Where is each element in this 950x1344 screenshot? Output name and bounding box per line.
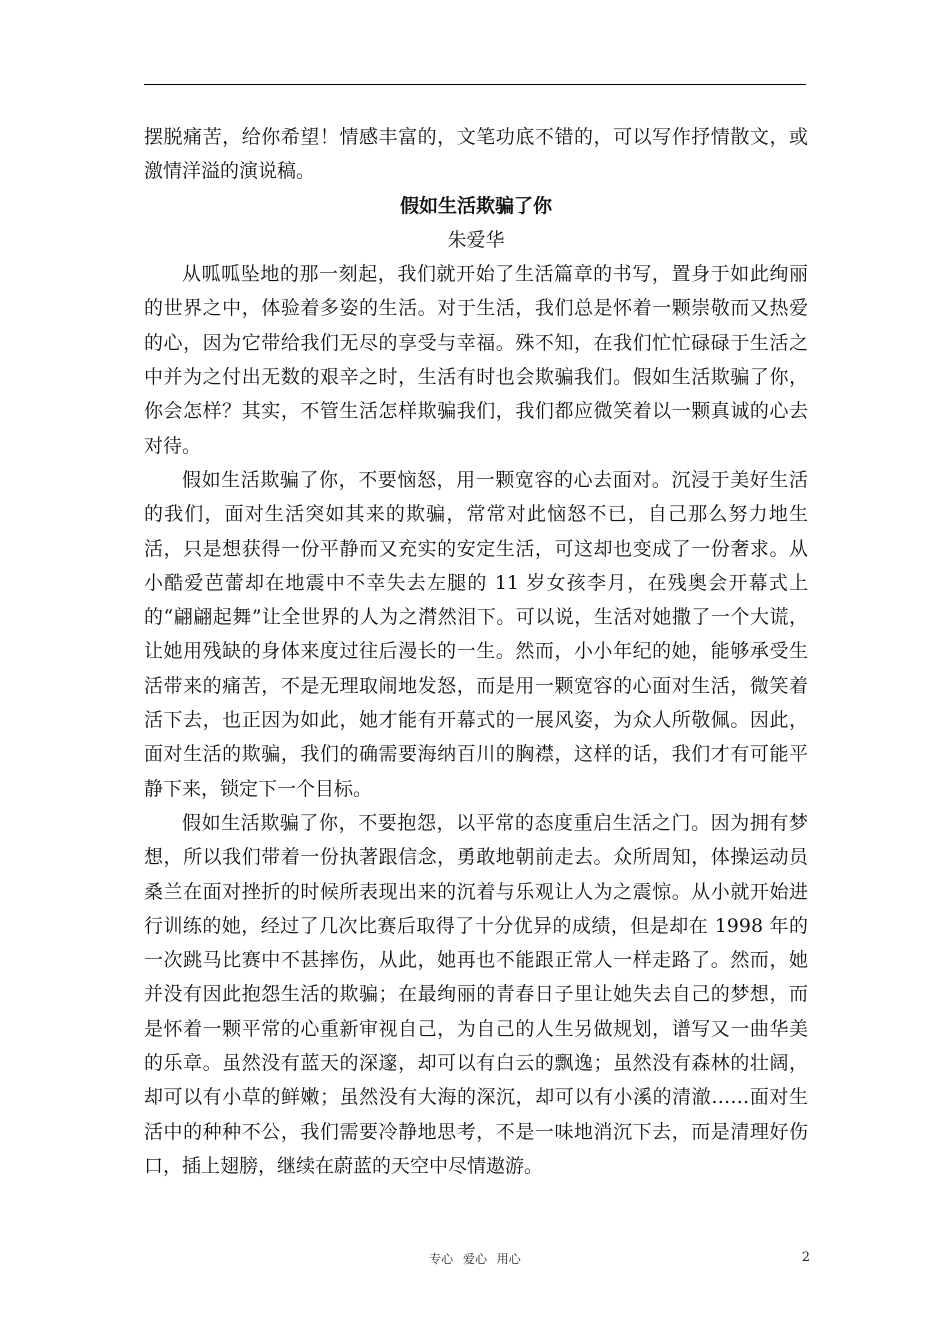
page-number: 2 <box>801 1250 810 1265</box>
essay-paragraph-2: 假如生活欺骗了你，不要恼怒，用一颗宽容的心去面对。沉浸于美好生活的我们，面对生活突如其来的欺骗，常常对此恼怒不已，自己那么努力地生活，只是想获得一份平静而又充实的安定生活，可这却也变成了一份奢求。从小酷爱芭蕾却在地震中不幸失去左腿的 11 岁女孩李月，在残奥会开幕式上的“翩翩起舞”让全世界的人为之潸然泪下。可以说，生活对她撒了一个大谎，让她用残缺的身体来度过往后漫长的一生。然而，小小年纪的她，能够承受生活带来的痛苦，不是无理取闹地发怒，而是用一颗宽容的心面对生活，微笑着活下去，也正因为如此，她才能有开幕式的一展风姿，为众人所敬佩。因此，面对生活的欺骗，我们的确需要海纳百川的胸襟，这样的话，我们才有可能平静下来，锁定下一个目标。 <box>144 468 808 800</box>
essay-title: 假如生活欺骗了你 <box>399 194 552 217</box>
essay-paragraph-1: 从呱呱坠地的那一刻起，我们就开始了生活篇章的书写，置身于如此绚丽的世界之中，体验着多姿的生活。对于生活，我们总是怀着一颗崇敬而又热爱的心，因为它带给我们无尽的享受与幸福。殊不知，在我们忙忙碌碌于生活之中并为之付出无数的艰辛之时，生活有时也会欺骗我们。假如生活欺骗了你，你会怎样？其实，不管生活怎样欺骗我们，我们都应微笑着以一颗真诚的心去对待。 <box>144 263 808 457</box>
intro-tail-paragraph: 摆脱痛苦，给你希望！情感丰富的，文笔功底不错的，可以写作抒情散文，或激情洋溢的演说稿。 <box>144 126 808 183</box>
essay-author: 朱爱华 <box>447 228 505 251</box>
footer-slogan: 专心 爱心 用心 <box>429 1252 521 1266</box>
page-content <box>144 120 808 1183</box>
essay-paragraph-3: 假如生活欺骗了你，不要抱怨，以平常的态度重启生活之门。因为拥有梦想，所以我们带着一份执著跟信念，勇敢地朝前走去。众所周知，体操运动员桑兰在面对挫折的时候所表现出来的沉着与乐观让人为之震惊。从小就开始进行训练的她，经过了几次比赛后取得了十分优异的成绩，但是却在 1998 年的一次跳马比赛中不甚摔伤，从此，她再也不能跟正常人一样走路了。然而，她并没有因此抱怨生活的欺骗；在最绚丽的青春日子里让她失去自己的梦想，而是怀着一颗平常的心重新审视自己，为自己的人生另做规划，谱写又一曲华美的乐章。虽然没有蓝天的深邃，却可以有白云的飘逸；虽然没有森林的壮阔，却可以有小草的鲜嫩；虽然没有大海的深沉，却可以有小溪的清澈……面对生活中的种种不公，我们需要冷静地思考，不是一味地消沉下去，而是清理好伤口，插上翅膀，继续在蔚蓝的天空中尽情遨游。 <box>144 811 808 1177</box>
header-rule <box>144 84 806 85</box>
